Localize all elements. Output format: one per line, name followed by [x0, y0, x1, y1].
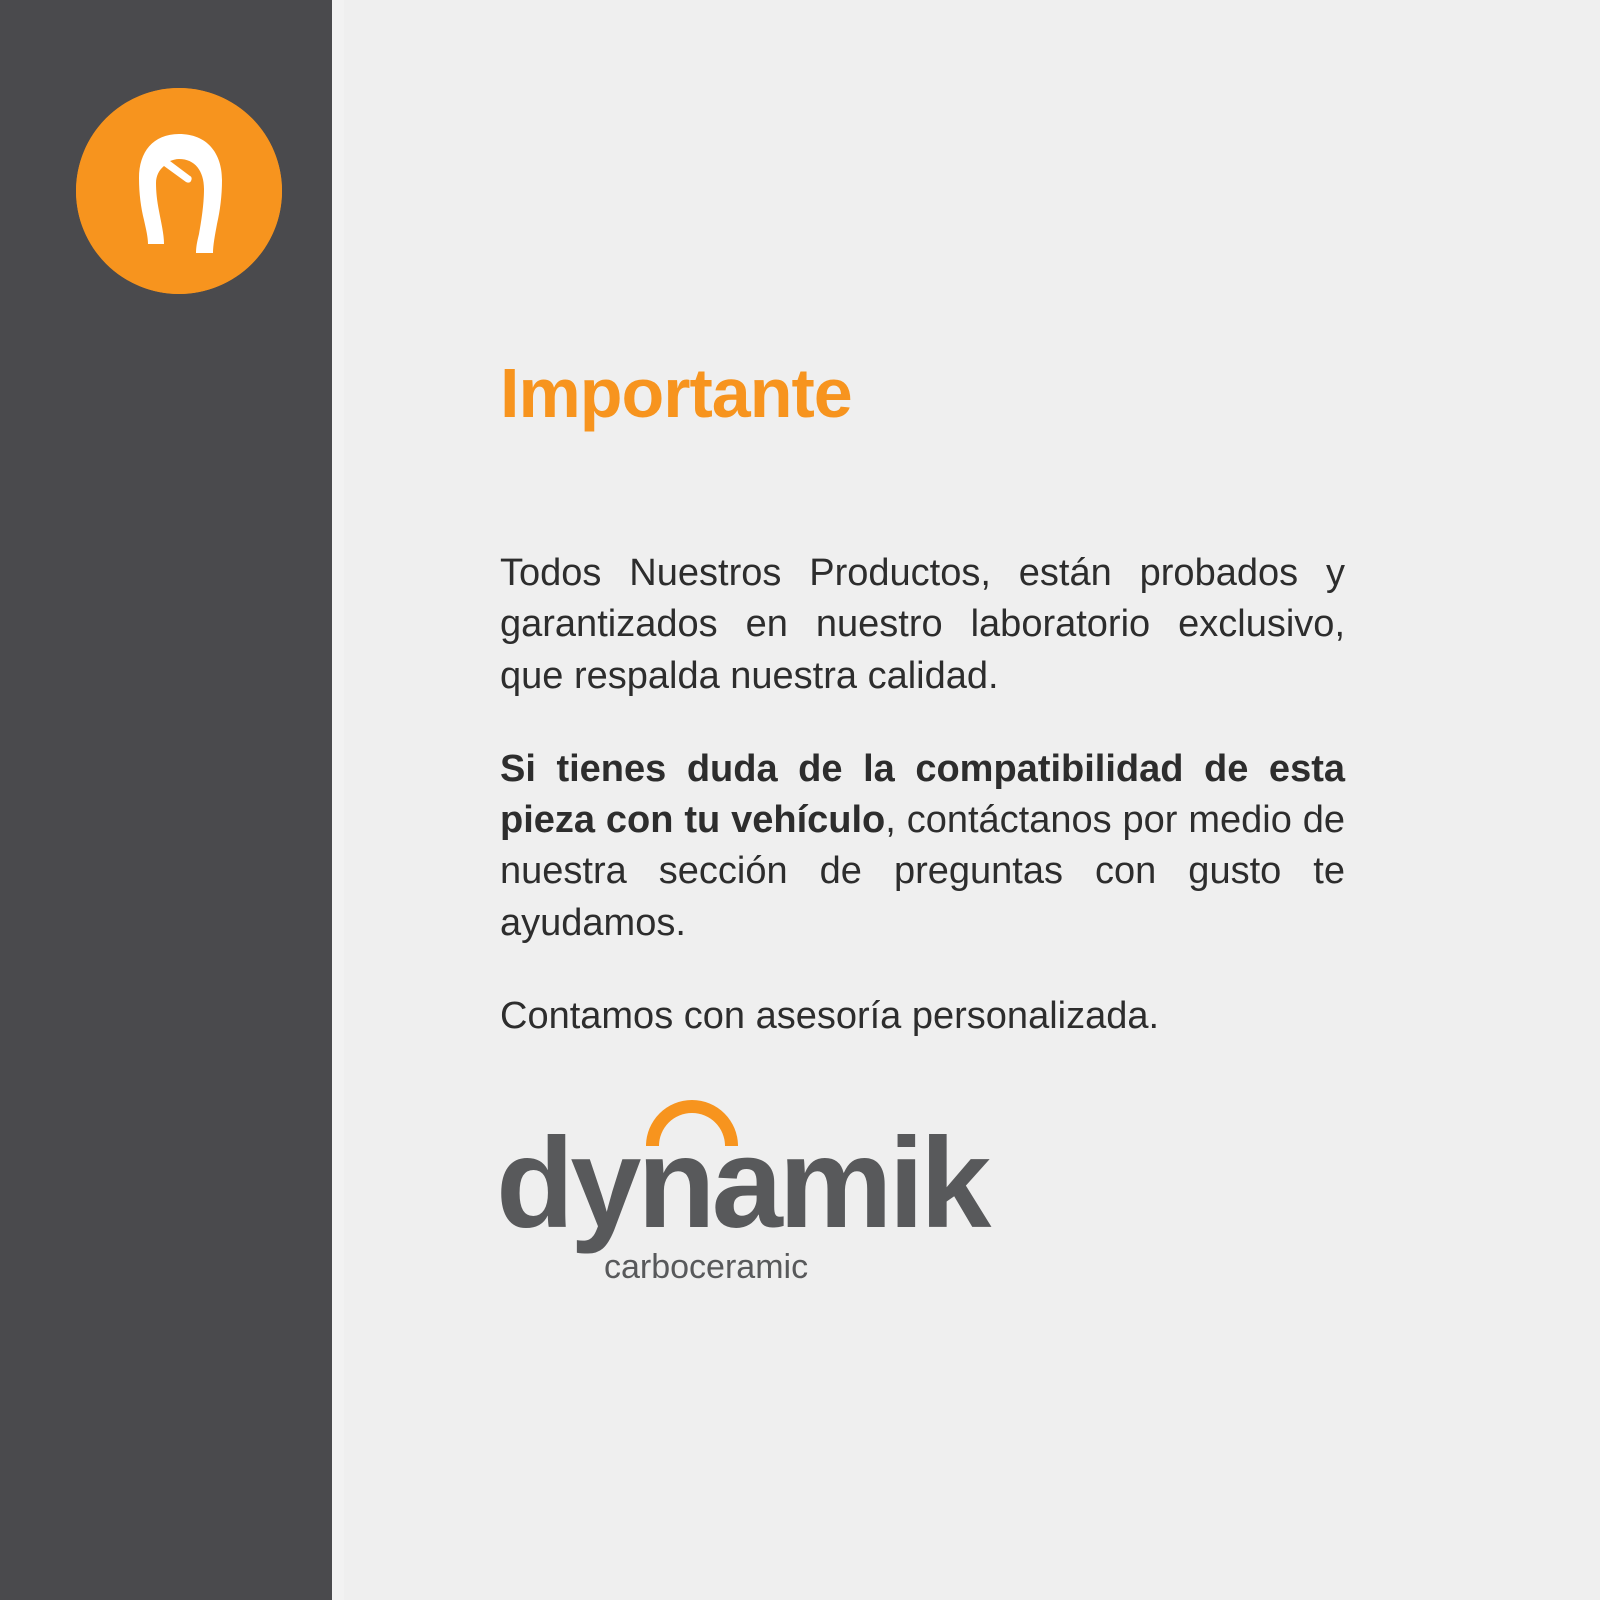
logo-wordmark: dynamik [496, 1112, 988, 1255]
left-sidebar [0, 0, 332, 1600]
paragraph-warranty: Todos Nuestros Productos, están probados y garantizados en nuestro laboratorio exclusivo, que respalda nuestra calidad. [500, 552, 1345, 697]
dynamik-logo [496, 1100, 1056, 1300]
compatibility-rest: , contáctanos por medio de nuestra sección de preguntas con gusto te ayudamos. [500, 799, 1345, 944]
page-title: Importante [500, 354, 852, 432]
paragraph-advice: Contamos con asesoría personalizada. [500, 995, 1160, 1038]
paragraph-compatibility [500, 744, 1345, 949]
compatibility-bold-lead: Si tienes duda de la compatibilidad de esta pieza con tu vehículo [500, 747, 1345, 842]
logo-tagline: carboceramic [604, 1248, 809, 1286]
main-content [344, 0, 1600, 1600]
woman-avatar-icon [76, 88, 282, 294]
sidebar-divider [332, 0, 344, 1600]
body-text [500, 548, 1345, 1042]
